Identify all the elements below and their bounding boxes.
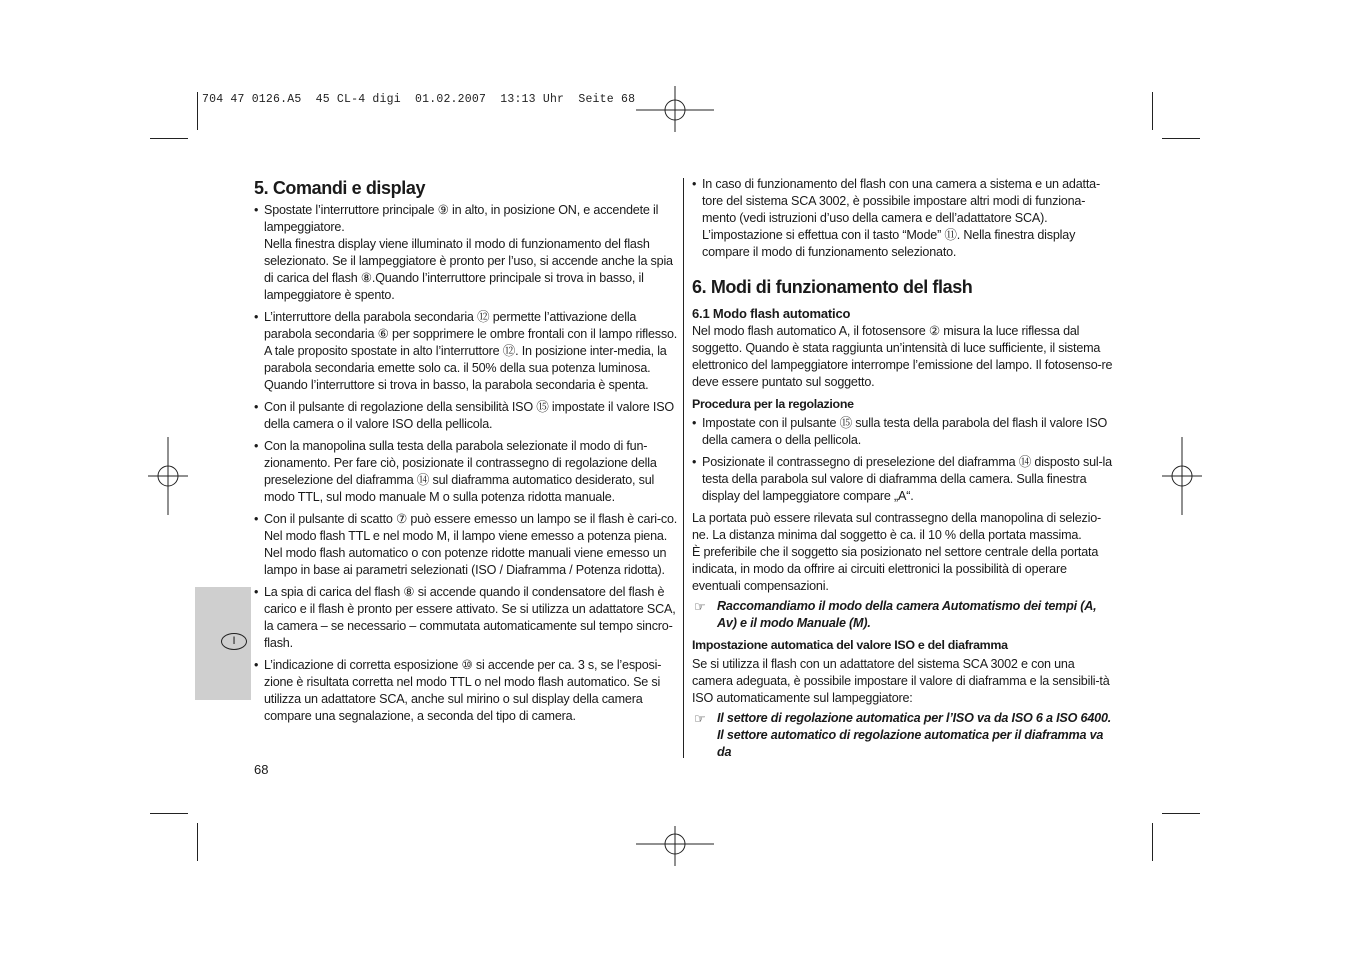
- list-item: • L’interruttore della parabola secondaria ⑫ permette l’attivazione della parabola secondaria ⑥ per sopprimere le ombre frontali con il lampo riflesso. A tale proposito spostate in alto l’interruttore ⑫. In posizione inter-media, la parabola secondaria emette solo ca. il 50% della sua potenza luminosa. Quando l’interruttore si trova in basso, la parabola secondaria è spenta.: [254, 310, 678, 392]
- procedure-title: Procedura per la regolazione: [692, 397, 854, 411]
- list-item: • Spostate l’interruttore principale ⑨ in alto, in posizione ON, e accendete il lampeggiatore. Nella finestra display viene illuminato il modo di funzionamento del flash selezionato. Se il lampeggiatore è pronto per l’uso, si accende anche la spia di carica del flash ⑧.Quando l’interruttore principale si trova in basso, il lampeggiatore è spento.: [254, 203, 673, 302]
- list-item: • Con il pulsante di scatto ⑦ può essere emesso un lampo se il flash è cari-co. Nel modo flash TTL e nel modo M, il lampo viene emesso a potenza piena. Nel modo flash automatico o con potenze ridotte manuali viene emesso un lampo in base ai parametri selezionati (ISO / Diaframma / Potenza ridotta).: [254, 512, 678, 577]
- paragraph: Nel modo flash automatico A, il fotosensore ② misura la luce riflessa dal soggetto. Quando è stata raggiunta un’intensità di luce sufficiente, il sistema elettronico del lampeggiatore interrompe l’emissione del lampo. Il fotosenso-re deve essere puntato sul soggetto.: [692, 324, 1113, 389]
- note: ☞ Raccomandiamo il modo della camera Automatismo dei tempi (A, Av) e il modo Manuale (M).: [694, 599, 1097, 630]
- print-slug: 704 47 0126.A5 45 CL-4 digi 01.02.2007 13:13 Uhr Seite 68: [202, 93, 636, 106]
- list-item: • Posizionate il contrassegno di preselezione del diaframma ⑭ disposto sul-la testa della parabola sul valore di diaframma della camera. Sulla finestra display del lampeggiatore compare „A“.: [692, 455, 1112, 503]
- list-item: • In caso di funzionamento del flash con una camera a sistema e un adatta-tore del sistema SCA 3002, è possibile impostare altri modi di funziona-mento (vedi istruzioni d’uso della camera e dell’adattatore SCA). L’impostazione si effettua con il tasto “Mode” ⑪. Nella finestra display compare il modo di funzionamento selezionato.: [692, 177, 1100, 259]
- paragraph: La portata può essere rilevata sul contrassegno della manopolina di selezio-ne. La distanza minima dal soggetto è ca. il 10 % della portata massima. È preferibile che il soggetto sia posizionato nel settore centrale della portata indicata, in modo da offrire ai circuiti elettronici la possibilità di operare eventuali compensazioni.: [692, 511, 1102, 593]
- section-heading-flash-modes: 6. Modi di funzionamento del flash: [692, 277, 973, 297]
- registration-mark-right: [1162, 437, 1202, 515]
- registration-mark-bottom: [636, 826, 714, 866]
- list-item: • La spia di carica del flash ⑧ si accende quando il condensatore del flash è carico e il flash è pronto per essere attivato. Se si utilizza un adattatore SCA, la camera – se necessario – commutata automaticamente sul tempo sincro-flash.: [254, 585, 676, 650]
- subsection-heading-auto: 6.1 Modo flash automatico: [692, 306, 851, 321]
- page-number: 68: [254, 762, 269, 777]
- list-item: • Impostate con il pulsante ⑮ sulla testa della parabola del flash il valore ISO della camera o della pellicola.: [692, 416, 1108, 447]
- left-column: [254, 176, 678, 725]
- iso-title: Impostazione automatica del valore ISO e del diaframma: [692, 638, 1008, 652]
- pointing-hand-icon: ☞: [694, 711, 706, 726]
- paragraph: Se si utilizza il flash con un adattatore del sistema SCA 3002 e con una camera adeguata, è possibile impostare il valore di diaframma e la sensibili-tà ISO automaticamente sul lampeggiatore:: [692, 657, 1110, 705]
- registration-mark-top: [636, 86, 714, 132]
- section-heading-controls: 5. Comandi e display: [254, 178, 426, 198]
- note: ☞ Il settore di regolazione automatica per l’ISO va da ISO 6 a ISO 6400. Il settore automatico di regolazione automatica per il diaframma va da: [694, 711, 1112, 759]
- list-item: • Con il pulsante di regolazione della sensibilità ISO ⑮ impostate il valore ISO della camera o il valore ISO della pellicola.: [254, 400, 675, 431]
- registration-mark-left: [148, 437, 188, 515]
- column-divider: [683, 178, 684, 758]
- pointing-hand-icon: ☞: [694, 599, 706, 614]
- right-column: [692, 176, 1116, 761]
- language-badge: I: [221, 633, 247, 650]
- list-item: • Con la manopolina sulla testa della parabola selezionate il modo di fun-zionamento. Per fare ciò, posizionate il contrassegno di regolazione della preselezione del diaframma ⑭ sul diaframma automatico desiderato, sul modo TTL, sul modo manuale M o sulla potenza ridotta manuale.: [254, 439, 657, 504]
- list-item: • L’indicazione di corretta esposizione ⑩ si accende per ca. 3 s, se l’esposi-zione è risultata corretta nel modo TTL o nel modo flash automatico. Se si utilizza un adattatore SCA, anche sul mirino o sul display della camera compare una segnalazione, a seconda del tipo di camera.: [254, 658, 662, 723]
